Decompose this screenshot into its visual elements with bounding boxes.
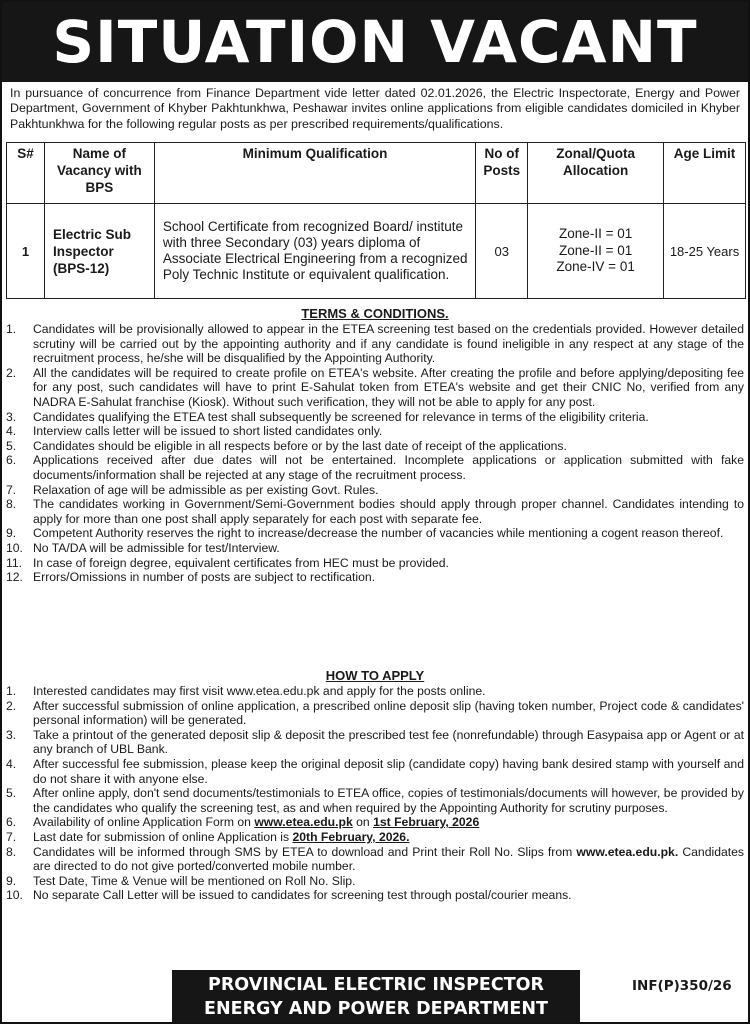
list-item: 5. Candidates should be eligible in all respects before or by the last date of receipt of the applications. [6, 438, 567, 453]
website-link[interactable]: www.etea.edu.pk. [576, 844, 679, 859]
cell-sno: 1 [7, 204, 45, 299]
list-item: 4. Interview calls letter will be issued to short listed candidates only. [6, 424, 383, 439]
intro-paragraph: In pursuance of concurrence from Finance Department vide letter dated 02.01.2026, the Electric Inspectorate, Energy and Power Department, Government of Khyber Pakhtunkhwa, Peshawar invites online applications from eligible candidates domiciled in Khyber Pakhtunkhwa for the following regular posts as per prescribed requirements/qualifications. [10, 86, 740, 131]
table-row [7, 204, 746, 299]
header-vacancy: Name of Vacancy with BPS [44, 143, 154, 204]
vacancy-table [6, 142, 746, 299]
list-item: 9. Competent Authority reserves the right to increase/decrease the number of vacancies while mentioning a cogent reason thereof. [6, 526, 724, 541]
reference-number: INF(P)350/26 [632, 978, 732, 994]
availability-date: 1st February, 2026 [373, 815, 480, 830]
list-item: 6. Applications received after due dates will not be entertained. Incomplete applications or application submitted with fake documents/information shall be rejected at any stage of the recruitment process. [6, 453, 744, 482]
zone-line: Zone-II = 01 [559, 242, 633, 258]
cell-qualification: School Certificate from recognized Board/ institute with three Secondary (03) years diploma of Associate Electrical Engineering from a recognized Poly Technic Institute or equivalent qualification. [154, 204, 475, 299]
list-item: 2. All the candidates will be required to create profile on ETEA's website. After creating the profile and before applying/depositing fee for any post, such candidates will have to print E-Sahulat token from ETEA's website and get their CNIC No, verified from any NADRA E-Sahulat franchise (Kiosk). Without such verification, they will not be able to apply for any post. [6, 365, 744, 409]
header-posts: No of Posts [476, 143, 528, 204]
page-title: SITUATION VACANT [52, 8, 698, 76]
last-date: 20th February, 2026. [292, 829, 410, 844]
list-item: 10. No separate Call Letter will be issued to candidates for screening test through postal/courier means. [6, 888, 572, 903]
list-item: 2. After successful submission of online application, a prescribed online deposit slip (having token number, Project code & candidates' personal information) will be generated. [6, 698, 744, 728]
website-link[interactable]: www.etea.edu.pk [254, 815, 353, 830]
list-item: 10. No TA/DA will be admissible for test/Interview. [6, 540, 280, 555]
list-item: 8. Candidates will be informed through SMS by ETEA to download and Print their Roll No. Slips from www.etea.edu.pk. Candidates are directed to do not give ported/converted mobile number. [6, 844, 745, 874]
list-item: 7. Last date for submission of online Application is 20th February, 2026. [6, 829, 410, 844]
cell-age: 18-25 Years [664, 204, 746, 299]
footer-banner [172, 970, 580, 1022]
apply-list [6, 684, 744, 903]
list-item: 9. Test Date, Time & Venue will be mentioned on Roll No. Slip. [6, 873, 356, 888]
list-item: 5. After online apply, don't send documents/testimonials to ETEA office, copies of testimonials/documents will however, be provided by the candidates who qualify the screening test, as and when required by the Appointing Authority for scrutiny purposes. [6, 786, 744, 815]
list-item: 7. Relaxation of age will be admissible as per existing Govt. Rules. [6, 482, 379, 497]
list-item: 8. The candidates working in Government/Semi-Government bodies should apply through proper channel. Candidates intending to apply for more than one post shall apply separately for each post with separate fee. [6, 497, 744, 526]
header-zone: Zonal/Quota Allocation [528, 143, 664, 204]
header-qualification: Minimum Qualification [154, 143, 475, 204]
cell-posts: 03 [476, 204, 528, 299]
zone-line: Zone-IV = 01 [556, 259, 635, 275]
cell-vacancy: Electric Sub Inspector (BPS-12) [44, 204, 154, 299]
list-item: 6. Availability of online Application Form on www.etea.edu.pk on 1st February, 2026 [6, 815, 480, 830]
header-banner [2, 2, 748, 82]
cell-zone [528, 204, 664, 299]
table-header-row [7, 143, 746, 204]
footer-line-1: PROVINCIAL ELECTRIC INSPECTOR [208, 975, 544, 995]
list-item: 4. After successful fee submission, please keep the original deposit slip (candidate copy) having bank desired stamp with yourself and do not share it with anyone else. [6, 756, 744, 786]
zone-line: Zone-II = 01 [559, 226, 633, 242]
header-age: Age Limit [664, 143, 746, 204]
terms-list [6, 322, 744, 585]
apply-title: HOW TO APPLY [325, 668, 425, 683]
terms-title: TERMS & CONDITIONS. [301, 306, 449, 321]
list-item: 1. Interested candidates may first visit www.etea.edu.pk and apply for the posts online. [6, 684, 486, 698]
list-item: 3. Candidates qualifying the ETEA test shall subsequently be screened for relevance in terms of the eligibility criteria. [6, 409, 649, 424]
header-sno: S# [7, 143, 45, 204]
footer-line-2: ENERGY AND POWER DEPARTMENT [204, 999, 548, 1019]
list-item: 11. In case of foreign degree, equivalent certificates from HEC must be provided. [6, 555, 449, 570]
list-item: 12. Errors/Omissions in number of posts are subject to rectification. [6, 570, 376, 585]
list-item: 1. Candidates will be provisionally allowed to appear in the ETEA screening test based on the credentials provided. However detailed scrutiny will be carried out by the appointing authority and if any candidate is found ineligible in any respect at any stage of the recruitment process, he/she will be disqualified by the Appointing Authority. [6, 322, 744, 366]
list-item: 3. Take a printout of the generated deposit slip & deposit the prescribed test fee (nonrefundable) through Easypaisa app or Agent or at any branch of UBL Bank. [6, 727, 744, 757]
